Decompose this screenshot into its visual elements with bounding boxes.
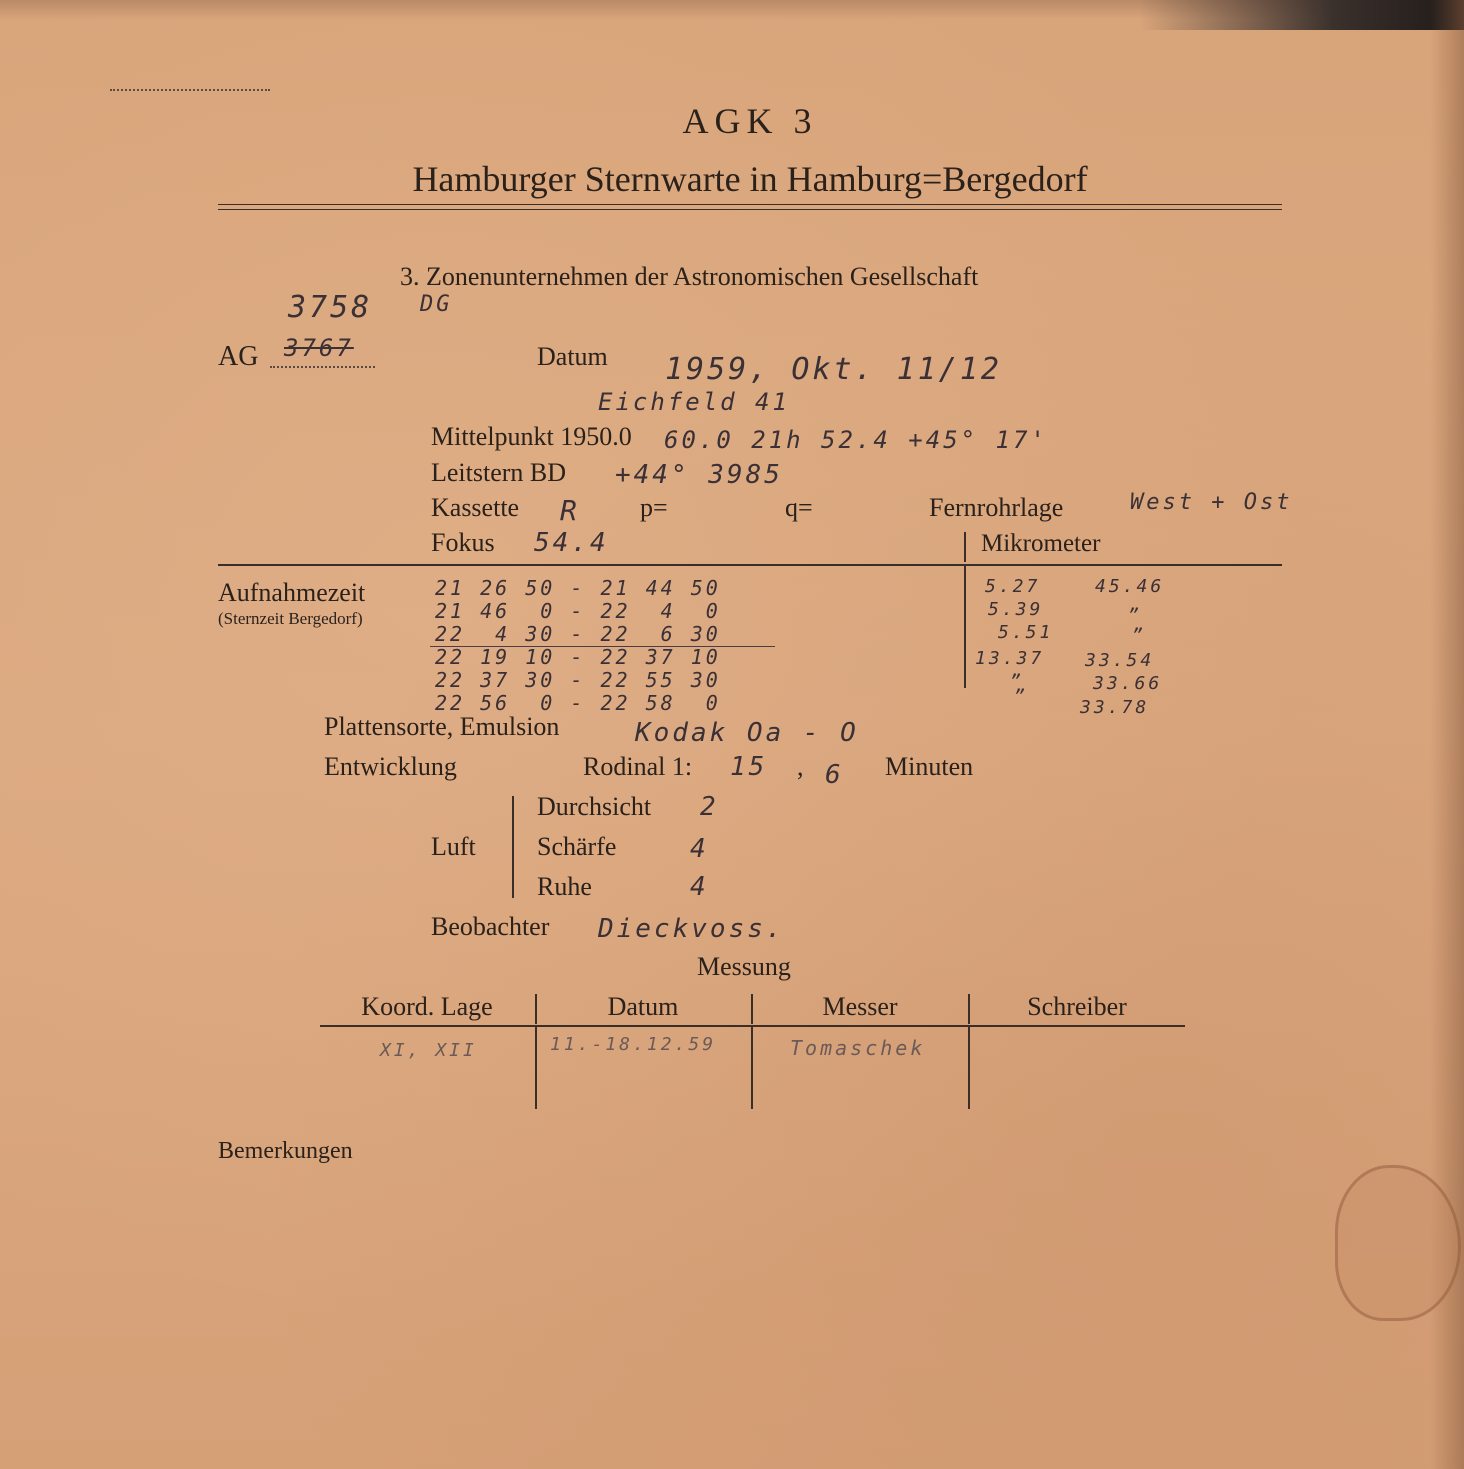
old-plate-number: 3767 bbox=[284, 334, 354, 362]
aufnahmezeit-sublabel: (Sternzeit Bergedorf) bbox=[218, 609, 363, 628]
subtitle: 3. Zonenunternehmen der Astronomischen Gesellschaft bbox=[400, 262, 979, 291]
mikro-b-value: 45.46 bbox=[1095, 576, 1165, 597]
messung-col-divider bbox=[751, 994, 753, 1024]
ruhe-value: 4 bbox=[690, 872, 709, 902]
messung-title: Messung bbox=[697, 952, 791, 981]
fernrohrlage-value: West + Ost bbox=[1130, 490, 1293, 515]
kassette-value: R bbox=[560, 494, 580, 527]
mikrometer-divider-top bbox=[964, 532, 966, 562]
plattensorte-value: Kodak Oa - O bbox=[635, 718, 859, 748]
time-row: 22 37 30 - 22 55 30 bbox=[435, 668, 721, 692]
durchsicht-label: Durchsicht bbox=[537, 792, 652, 821]
rodinal-value: 15 bbox=[730, 752, 768, 782]
aufnahmezeit-label: Aufnahmezeit bbox=[218, 578, 366, 607]
schaerfe-value: 4 bbox=[690, 834, 709, 864]
messung-col-divider bbox=[968, 994, 970, 1024]
mikro-a-value: ” bbox=[1010, 671, 1024, 692]
minuten-label: Minuten bbox=[885, 752, 974, 781]
rodinal-label: Rodinal 1: bbox=[583, 752, 693, 781]
mikro-b-value: ” bbox=[1132, 625, 1146, 646]
luft-label: Luft bbox=[431, 832, 476, 861]
header-rule-2 bbox=[218, 209, 1282, 210]
beobachter-value: Dieckvoss. bbox=[598, 914, 785, 944]
messung-header-koord: Koord. Lage bbox=[361, 992, 493, 1021]
durchsicht-value: 2 bbox=[700, 792, 719, 822]
entwicklung-label: Entwicklung bbox=[324, 752, 457, 781]
mikro-b-value: ” bbox=[1128, 605, 1142, 626]
time-row: 21 26 50 - 21 44 50 bbox=[435, 576, 721, 600]
messung-col-divider bbox=[751, 1027, 753, 1109]
beobachter-label: Beobachter bbox=[431, 912, 550, 941]
mikro-a-value: 5.27 bbox=[985, 576, 1041, 597]
messung-header-messer: Messer bbox=[822, 992, 898, 1021]
messung-header-datum: Datum bbox=[607, 992, 679, 1021]
messung-col-divider bbox=[968, 1027, 970, 1109]
mikro-b-value: 33.66 bbox=[1093, 673, 1163, 694]
leitstern-label: Leitstern BD bbox=[431, 458, 567, 487]
bemerkungen-label: Bemerkungen bbox=[218, 1138, 353, 1164]
datum-value: 1959, Okt. 11/12 bbox=[665, 352, 1002, 387]
mikrometer-label: Mikrometer bbox=[981, 530, 1101, 557]
messung-col-divider bbox=[535, 994, 537, 1024]
plate-number-hand: 3758 bbox=[288, 290, 373, 325]
header-rule-1 bbox=[218, 204, 1282, 205]
time-row: 22 19 10 - 22 37 10 bbox=[435, 645, 721, 669]
mittelpunkt-label: Mittelpunkt 1950.0 bbox=[431, 422, 632, 451]
mikro-a-value: 13.37 bbox=[975, 648, 1045, 669]
fernrohrlage-label: Fernrohrlage bbox=[929, 493, 1064, 522]
dark-corner bbox=[1140, 0, 1464, 30]
messung-koord-value: XI, XII bbox=[380, 1040, 477, 1061]
time-row: 21 46 0 - 22 4 0 bbox=[435, 599, 721, 623]
minuten-value: 6 bbox=[825, 760, 844, 790]
rodinal-comma: , bbox=[797, 752, 804, 781]
datum-label: Datum bbox=[537, 342, 608, 371]
mikrometer-divider bbox=[964, 566, 966, 688]
ag-dotted-line bbox=[270, 366, 375, 368]
p-label: p= bbox=[640, 493, 668, 522]
mikro-a-value: ” bbox=[1014, 686, 1028, 707]
messung-header-schreiber: Schreiber bbox=[1027, 992, 1127, 1021]
ag-label: AG bbox=[218, 341, 259, 372]
mikro-a-value: 5.39 bbox=[988, 599, 1044, 620]
plate-initials: DG bbox=[420, 292, 453, 317]
kassette-label: Kassette bbox=[431, 493, 520, 522]
q-label: q= bbox=[785, 493, 813, 522]
fokus-label: Fokus bbox=[431, 528, 495, 557]
mittelpunkt-value: 60.0 21h 52.4 +45° 17' bbox=[664, 426, 1048, 454]
time-row: 22 56 0 - 22 58 0 bbox=[435, 691, 721, 715]
time-row: 22 4 30 - 22 6 30 bbox=[435, 622, 721, 646]
mikro-b-value: 33.78 bbox=[1080, 697, 1150, 718]
luft-bracket bbox=[512, 796, 514, 898]
schaerfe-label: Schärfe bbox=[537, 832, 617, 861]
mikro-a-value: 5.51 bbox=[998, 622, 1054, 643]
fokus-value: 54.4 bbox=[534, 528, 609, 558]
ruhe-label: Ruhe bbox=[537, 872, 592, 901]
feld-value: Eichfeld 41 bbox=[598, 388, 790, 416]
messung-messer-value: Tomaschek bbox=[790, 1036, 926, 1060]
leitstern-value: +44° 3985 bbox=[615, 460, 783, 490]
title: AGK 3 bbox=[682, 101, 818, 141]
top-dotted-line bbox=[110, 89, 270, 91]
plattensorte-label: Plattensorte, Emulsion bbox=[324, 712, 560, 741]
mikro-b-value: 33.54 bbox=[1085, 650, 1155, 671]
messung-col-divider bbox=[535, 1027, 537, 1109]
section-rule bbox=[218, 564, 1282, 566]
messung-datum-value: 11.-18.12.59 bbox=[550, 1034, 717, 1055]
institution: Hamburger Sternwarte in Hamburg=Bergedorf bbox=[412, 159, 1088, 199]
